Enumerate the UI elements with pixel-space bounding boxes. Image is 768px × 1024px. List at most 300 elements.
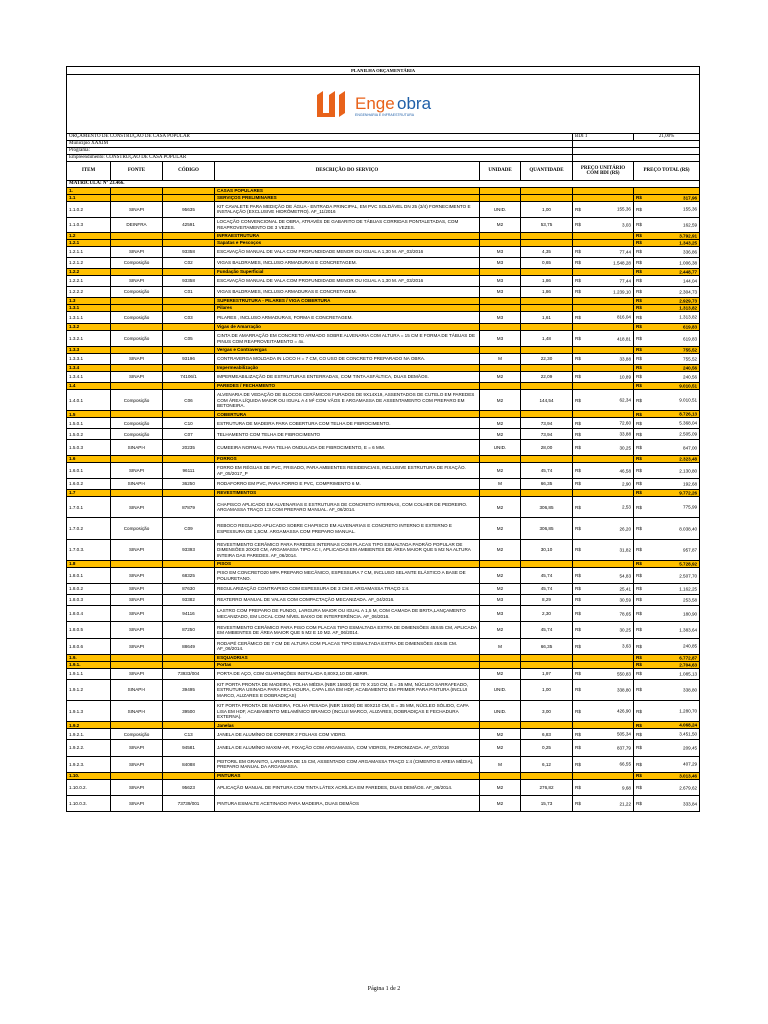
group-title: PAREDES / FECHAMENTO <box>215 383 480 390</box>
group-row <box>67 455 700 462</box>
codigo-cell <box>163 654 215 661</box>
item-number: 1.1 <box>67 195 111 202</box>
unidade-cell: M2 <box>480 567 521 583</box>
currency-symbol: R$ <box>636 627 642 633</box>
quantidade-cell: 276,82 <box>521 779 573 795</box>
quantidade-cell: 1,97 <box>521 668 573 679</box>
fonte-cell: Composição <box>111 429 163 440</box>
currency-symbol: R$ <box>575 731 581 737</box>
item-row <box>67 462 700 478</box>
currency-symbol: R$ <box>636 745 642 751</box>
unidade-cell: M2 <box>480 584 521 595</box>
preco-unitario <box>573 258 634 269</box>
preco-total-value: 240,56 <box>683 365 698 371</box>
preco-unitario-value: 26,20 <box>619 525 631 531</box>
preco-unitario-value: 10,89 <box>619 374 631 380</box>
preco-total <box>634 298 700 305</box>
preco-total-value: 1.280,70 <box>679 708 698 714</box>
fonte-cell <box>111 383 163 390</box>
preco-total-value: 2.507,70 <box>679 572 698 578</box>
preco-unitario <box>573 584 634 595</box>
currency-symbol: R$ <box>636 586 642 592</box>
preco-unitario <box>573 497 634 518</box>
preco-total-value: 338,80 <box>683 687 698 693</box>
preco-unitario-value: 72,60 <box>619 420 631 426</box>
quantidade-cell <box>521 323 573 330</box>
preco-total <box>634 269 700 276</box>
preco-total <box>634 440 700 456</box>
currency-symbol: R$ <box>575 467 581 473</box>
preco-total <box>634 560 700 567</box>
fonte-cell: Composição <box>111 312 163 324</box>
currency-symbol: R$ <box>575 611 581 617</box>
quantidade-cell: 45,74 <box>521 584 573 595</box>
fonte-cell: SINAPI <box>111 595 163 606</box>
quantidade-cell <box>521 305 573 312</box>
preco-unitario-value: 77,44 <box>619 278 631 284</box>
preco-total-value: 5.368,04 <box>679 420 698 426</box>
preco-total-value: 1.006,38 <box>679 260 698 266</box>
currency-symbol: R$ <box>636 314 642 320</box>
group-row <box>67 188 700 195</box>
item-row <box>67 312 700 324</box>
preco-unitario-cell <box>573 305 634 312</box>
item-row <box>67 606 700 622</box>
unidade-cell <box>480 661 521 668</box>
description-cell: FORRO EM RÉGUAS DE PVC, FRISADO, PARA AMBIENTES RESIDENCIAIS, INCLUSIVE ESTRUTURA DE FIXAÇÃO. AF_05/2017_P <box>215 462 480 478</box>
unidade-cell: M2 <box>480 622 521 638</box>
unidade-cell <box>480 305 521 312</box>
codigo-cell: 93382 <box>163 595 215 606</box>
item-row <box>67 202 700 218</box>
preco-total <box>634 383 700 390</box>
preco-total <box>634 372 700 383</box>
preco-unitario-value: 21,22 <box>619 801 631 807</box>
description-cell: KIT PORTA PRONTA DE MADEIRA, FOLHA MÉDIA (NBR 15930) DE 70 X 210 CM, E = 35 MM, NÚCLEO SARRAFEADO, ESTRUTURA USINADA PARA FECHADURA, CAPA LISA EM HDF, ACABAMENTO EM PRIMER PARA PINTURA (INCLUI MARCO, ALIZARES E DOBRADIÇAS) <box>215 679 480 700</box>
fonte-cell <box>111 365 163 372</box>
preco-total-value: 253,58 <box>683 597 698 603</box>
currency-symbol: R$ <box>636 611 642 617</box>
description-cell: KIT PORTA PRONTA DE MADEIRA, FOLHA PESADA (NBR 15930) DE 80X210 CM, E = 35 MM, NÚCLEO SÓLIDO, CAPA LISA EM HDF, ACABAMENTO MELAMÍNICO BRANCO (INCLUI MARCO, ALIZARES, DOBRADIÇAS E FECHADURA EXTERNA). <box>215 701 480 722</box>
quantidade-cell: 8,29 <box>521 595 573 606</box>
description-cell: REVESTIMENTO CERÂMICO PARA PISO COM PLACAS TIPO ESMALTADA EXTRA DE DIMENSÕES 45X45 CM, APLICADA EM AMBIENTES DE ÁREA MAIOR QUE 5 M2 E 10 M2. AF_06/2014. <box>215 622 480 638</box>
item-number: 1.3 <box>67 298 111 305</box>
item-row <box>67 779 700 795</box>
item-number: 1.3.3 <box>67 347 111 354</box>
item-row <box>67 756 700 772</box>
preco-total-value: 1.085,13 <box>679 671 698 677</box>
item-row <box>67 372 700 383</box>
unidade-cell <box>480 490 521 497</box>
group-row <box>67 195 700 202</box>
codigo-cell <box>163 195 215 202</box>
group-title: SUPERESTRUTURA - PILARES / VIGA COBERTURA <box>215 298 480 305</box>
codigo-cell: 95635 <box>163 202 215 218</box>
item-number: 1.10.0.2. <box>67 779 111 795</box>
group-row <box>67 654 700 661</box>
description-cell: LOCAÇÃO CONVENCIONAL DE OBRA, ATRAVÉS DE GABARITO DE TÁBUAS CORRIDAS PONTALETADAS, COM REAPROVEITAMENTO DE 3 VEZES. <box>215 217 480 233</box>
currency-symbol: R$ <box>636 687 642 693</box>
currency-symbol: R$ <box>575 745 581 751</box>
preco-unitario-value: 155,36 <box>616 206 631 212</box>
fonte-cell <box>111 240 163 247</box>
item-number: 1.9.2.1. <box>67 729 111 740</box>
codigo-cell: C07 <box>163 429 215 440</box>
item-row <box>67 330 700 346</box>
currency-symbol: R$ <box>575 801 581 807</box>
group-title: Pilares <box>215 305 480 312</box>
fonte-cell: SINAPI <box>111 740 163 756</box>
quantidade-cell <box>521 365 573 372</box>
preco-total-value: 2.304,73 <box>679 289 698 295</box>
group-title: Janelas <box>215 722 480 729</box>
preco-total <box>634 462 700 478</box>
quantidade-cell: 1,86 <box>521 276 573 287</box>
preco-total-value: 2.679,62 <box>679 784 698 790</box>
preco-total <box>634 701 700 722</box>
preco-unitario <box>573 638 634 654</box>
quantidade-cell <box>521 654 573 661</box>
description-cell: CINTA DE AMARRAÇÃO EM CONCRETO ARMADO SOBRE ALVENARIA COM ALTURA = 15 CM E FORMA DE TÁBUAS DE PINUS COM REAPROVEITAMENTO = 4x. <box>215 330 480 346</box>
item-row <box>67 701 700 722</box>
currency-symbol: R$ <box>636 784 642 790</box>
quantidade-cell: 4,35 <box>521 247 573 258</box>
codigo-cell: 74106/1 <box>163 372 215 383</box>
quantidade-cell: 73,94 <box>521 418 573 429</box>
bdi-label: BDI 1 <box>573 134 634 141</box>
codigo-cell <box>163 347 215 354</box>
unidade-cell <box>480 233 521 240</box>
sheet-title: PLANILHA ORÇAMENTÁRIA <box>67 67 700 75</box>
preco-unitario-cell <box>573 411 634 418</box>
item-number: 1.5.0.3 <box>67 440 111 456</box>
unidade-cell <box>480 323 521 330</box>
group-title: Fundação Superficial <box>215 269 480 276</box>
preco-unitario <box>573 606 634 622</box>
quantidade-cell: 3,00 <box>521 701 573 722</box>
currency-symbol: R$ <box>636 240 642 246</box>
preco-total-value: 333,84 <box>683 801 698 807</box>
group-row <box>67 233 700 240</box>
unidade-cell: M3 <box>480 330 521 346</box>
quantidade-cell: 30,10 <box>521 539 573 560</box>
budget-table <box>66 66 700 812</box>
unidade-cell: M2 <box>480 418 521 429</box>
fonte-cell: Composição <box>111 330 163 346</box>
currency-symbol: R$ <box>575 356 581 362</box>
codigo-cell: 93358 <box>163 247 215 258</box>
preco-unitario <box>573 287 634 298</box>
currency-symbol: R$ <box>636 374 642 380</box>
preco-total <box>634 668 700 679</box>
preco-total-value: 192,68 <box>683 481 698 487</box>
item-number: 1.7 <box>67 490 111 497</box>
preco-unitario-value: 77,44 <box>619 249 631 255</box>
preco-unitario <box>573 740 634 756</box>
preco-unitario <box>573 429 634 440</box>
group-row <box>67 490 700 497</box>
quantidade-cell <box>521 269 573 276</box>
fonte-cell: Composição <box>111 729 163 740</box>
item-number: 1.3.1 <box>67 305 111 312</box>
fonte-cell <box>111 490 163 497</box>
quantidade-cell: 1,00 <box>521 679 573 700</box>
preco-total-value: 619,83 <box>683 324 698 330</box>
preco-total <box>634 429 700 440</box>
quantidade-cell: 45,74 <box>521 567 573 583</box>
preco-unitario-cell <box>573 661 634 668</box>
preco-unitario-cell <box>573 347 634 354</box>
unidade-cell: M2 <box>480 740 521 756</box>
codigo-cell: 39495 <box>163 679 215 700</box>
currency-symbol: R$ <box>575 761 581 767</box>
preco-unitario-cell <box>573 188 634 195</box>
item-number: 1.2.1.1 <box>67 247 111 258</box>
quantidade-cell: 0,25 <box>521 740 573 756</box>
matricula: MATRÍCULA: Nº 23.466. <box>67 181 700 188</box>
item-number: 1.9.1.3 <box>67 701 111 722</box>
unidade-cell: M3 <box>480 258 521 269</box>
currency-symbol: R$ <box>636 411 642 417</box>
preco-total-value: 2.130,80 <box>679 467 698 473</box>
item-number: 1.9.1. <box>67 661 111 668</box>
currency-symbol: R$ <box>575 260 581 266</box>
item-number: 1.8.0.3 <box>67 595 111 606</box>
unidade-cell: M2 <box>480 429 521 440</box>
preco-unitario-value: 816,04 <box>616 314 631 320</box>
currency-symbol: R$ <box>636 731 642 737</box>
preco-unitario-cell <box>573 195 634 202</box>
description-cell: KIT CAVALETE PARA MEDIÇÃO DE ÁGUA - ENTRADA PRINCIPAL, EM PVC SOLDÁVEL DN 25 (3/4) FORNECIMENTO E INSTALAÇÃO (EXCLUSIVE HIDRÔMETRO). AF_11/2016 <box>215 202 480 218</box>
group-title: Vigas de Amarração <box>215 323 480 330</box>
currency-symbol: R$ <box>575 572 581 578</box>
item-row <box>67 679 700 700</box>
quantidade-cell <box>521 188 573 195</box>
codigo-cell: 73739/001 <box>163 796 215 812</box>
quantidade-cell <box>521 490 573 497</box>
group-row <box>67 560 700 567</box>
preco-total-value: 407,29 <box>683 761 698 767</box>
group-title: PINTURAS <box>215 772 480 779</box>
preco-total-value: 3.792,91 <box>679 233 698 239</box>
preco-total <box>634 455 700 462</box>
fonte-cell <box>111 772 163 779</box>
group-title: SERVIÇOS PRELIMINARES <box>215 195 480 202</box>
fonte-cell: SINAPI <box>111 497 163 518</box>
quantidade-cell: 306,85 <box>521 518 573 539</box>
preco-total-value: 3.013,46 <box>679 773 698 779</box>
description-cell: REBOCO REGUADO APLICADO SOBRE CHAPISCO EM ALVENARIAS E CONCRETO INTERNO E EXTERNO E ESPESSURA DE 1,5CM. ARGAMASSA COM PREPARO MANUAL. <box>215 518 480 539</box>
currency-symbol: R$ <box>636 397 642 403</box>
description-cell: VIGAS BALDRAMES, INCLUSO ARMADURAS E CONCRETAGEM. <box>215 287 480 298</box>
item-row <box>67 638 700 654</box>
item-row <box>67 354 700 365</box>
preco-unitario-cell <box>573 323 634 330</box>
fonte-cell: SINAPI <box>111 276 163 287</box>
preco-total <box>634 796 700 812</box>
col-header-descricao: DESCRIÇÃO DO SERVIÇO <box>215 162 480 181</box>
item-number: 1.8.0.6 <box>67 638 111 654</box>
preco-total-value: 8.038,40 <box>679 525 698 531</box>
preco-total <box>634 330 700 346</box>
codigo-cell <box>163 269 215 276</box>
preco-total <box>634 606 700 622</box>
description-cell: ESTRUTURA DE MADEIRA PARA COBERTURA COM TELHA DE FIBROCIMENTO. <box>215 418 480 429</box>
fonte-cell: SINAPI <box>111 779 163 795</box>
preco-unitario <box>573 312 634 324</box>
preco-unitario <box>573 539 634 560</box>
item-row <box>67 584 700 595</box>
item-number: 1.9.1.2 <box>67 679 111 700</box>
unidade-cell: M3 <box>480 276 521 287</box>
preco-unitario-value: 550,83 <box>616 671 631 677</box>
unidade-cell: UNID. <box>480 679 521 700</box>
currency-symbol: R$ <box>636 504 642 510</box>
preco-unitario <box>573 479 634 490</box>
preco-total-value: 1.313,82 <box>679 314 698 320</box>
group-row <box>67 661 700 668</box>
preco-unitario <box>573 756 634 772</box>
unidade-cell: M2 <box>480 779 521 795</box>
fonte-cell: SINAPI <box>111 584 163 595</box>
unidade-cell: M3 <box>480 287 521 298</box>
preco-total <box>634 518 700 539</box>
preco-unitario-cell <box>573 365 634 372</box>
codigo-cell: 42591 <box>163 217 215 233</box>
group-title: PISOS <box>215 560 480 567</box>
quantidade-cell <box>521 772 573 779</box>
codigo-cell <box>163 661 215 668</box>
item-row <box>67 258 700 269</box>
preco-unitario <box>573 462 634 478</box>
item-number: 1.5 <box>67 411 111 418</box>
fonte-cell: DEINFRA <box>111 217 163 233</box>
preco-unitario <box>573 202 634 218</box>
quantidade-cell <box>521 411 573 418</box>
codigo-cell: C05 <box>163 330 215 346</box>
preco-unitario-value: 30,25 <box>619 444 631 450</box>
unidade-cell <box>480 195 521 202</box>
preco-unitario-value: 78,65 <box>619 611 631 617</box>
preco-total-value: 155,36 <box>683 206 698 212</box>
quantidade-cell: 66,35 <box>521 479 573 490</box>
currency-symbol: R$ <box>636 233 642 239</box>
currency-symbol: R$ <box>636 525 642 531</box>
currency-symbol: R$ <box>575 335 581 341</box>
item-number: 1.4 <box>67 383 111 390</box>
group-title: INFRAESTRUTURA <box>215 233 480 240</box>
item-number: 1.8.0.5 <box>67 622 111 638</box>
unidade-cell: M2 <box>480 390 521 411</box>
codigo-cell: 88649 <box>163 638 215 654</box>
item-number: 1.7.0.3. <box>67 539 111 560</box>
preco-total-value: 2.704,63 <box>679 662 698 668</box>
unidade-cell <box>480 722 521 729</box>
item-row <box>67 390 700 411</box>
fonte-cell <box>111 305 163 312</box>
preco-total <box>634 756 700 772</box>
item-number: 1.3.1.1 <box>67 312 111 324</box>
unidade-cell <box>480 560 521 567</box>
description-cell: PEITORIL EM GRANITO, LARGURA DE 15 CM, ASSENTADO COM ARGAMASSA TRAÇO 1:4 (CIMENTO E AREIA MÉDIA), PREPARO MANUAL DA ARGAMASSA. <box>215 756 480 772</box>
description-cell: CONTRAVERGA MOLDADA IN LOCO H = 7 CM, CO USO DE CONCRETO PREPARADO NA OBRA. <box>215 354 480 365</box>
codigo-cell <box>163 305 215 312</box>
preco-total <box>634 233 700 240</box>
preco-total <box>634 722 700 729</box>
codigo-cell: 95623 <box>163 779 215 795</box>
currency-symbol: R$ <box>636 722 642 728</box>
item-number: 1.3.3.1 <box>67 354 111 365</box>
codigo-cell <box>163 298 215 305</box>
group-row <box>67 383 700 390</box>
codigo-cell <box>163 240 215 247</box>
description-cell: PINTURA ESMALTE ACETINADO PARA MADEIRA, DUAS DEMÃOS <box>215 796 480 812</box>
unidade-cell <box>480 365 521 372</box>
item-number: 1.7.0.2 <box>67 518 111 539</box>
description-cell: CUMEEIRA NORMAL PARA TELHA ONDULADA DE FIBROCIMENTO, E = 6 MM. <box>215 440 480 456</box>
group-row <box>67 269 700 276</box>
quantidade-cell: 6,83 <box>521 729 573 740</box>
preco-total-value: 2.448,77 <box>679 269 698 275</box>
preco-unitario-cell <box>573 455 634 462</box>
currency-symbol: R$ <box>636 773 642 779</box>
codigo-cell: C01 <box>163 287 215 298</box>
item-number: 1.3.2 <box>67 323 111 330</box>
codigo-cell: C13 <box>163 729 215 740</box>
unidade-cell <box>480 455 521 462</box>
currency-symbol: R$ <box>636 278 642 284</box>
codigo-cell: C09 <box>163 518 215 539</box>
logo <box>67 75 700 134</box>
quantidade-cell: 1,61 <box>521 312 573 324</box>
preco-unitario <box>573 796 634 812</box>
currency-symbol: R$ <box>636 547 642 553</box>
fonte-cell <box>111 654 163 661</box>
codigo-cell: 93196 <box>163 354 215 365</box>
preco-total <box>634 584 700 595</box>
fonte-cell: SINAPI <box>111 606 163 622</box>
preco-total <box>634 539 700 560</box>
codigo-cell <box>163 411 215 418</box>
item-row <box>67 287 700 298</box>
fonte-cell: SINAPI <box>111 202 163 218</box>
item-number: 1.9.1.1 <box>67 668 111 679</box>
currency-symbol: R$ <box>636 662 642 668</box>
fonte-cell: SINAPI-I <box>111 440 163 456</box>
currency-symbol: R$ <box>636 431 642 437</box>
codigo-cell: 96111 <box>163 462 215 478</box>
currency-symbol: R$ <box>636 324 642 330</box>
item-row <box>67 479 700 490</box>
fonte-cell <box>111 455 163 462</box>
quantidade-cell <box>521 455 573 462</box>
currency-symbol: R$ <box>636 222 642 228</box>
fonte-cell: SINAPI-I <box>111 701 163 722</box>
quantidade-cell <box>521 383 573 390</box>
preco-total <box>634 418 700 429</box>
quantidade-cell: 15,73 <box>521 796 573 812</box>
description-cell: ESCAVAÇÃO MANUAL DE VALA COM PROFUNDIDADE MENOR OU IGUAL A 1,30 M. AF_03/2016 <box>215 247 480 258</box>
unidade-cell: UNID. <box>480 440 521 456</box>
preco-total-value: 1.313,82 <box>679 305 698 311</box>
item-row <box>67 217 700 233</box>
fonte-cell: Composição <box>111 518 163 539</box>
group-row <box>67 365 700 372</box>
item-row <box>67 518 700 539</box>
unidade-cell: M <box>480 638 521 654</box>
currency-symbol: R$ <box>636 298 642 304</box>
currency-symbol: R$ <box>636 420 642 426</box>
